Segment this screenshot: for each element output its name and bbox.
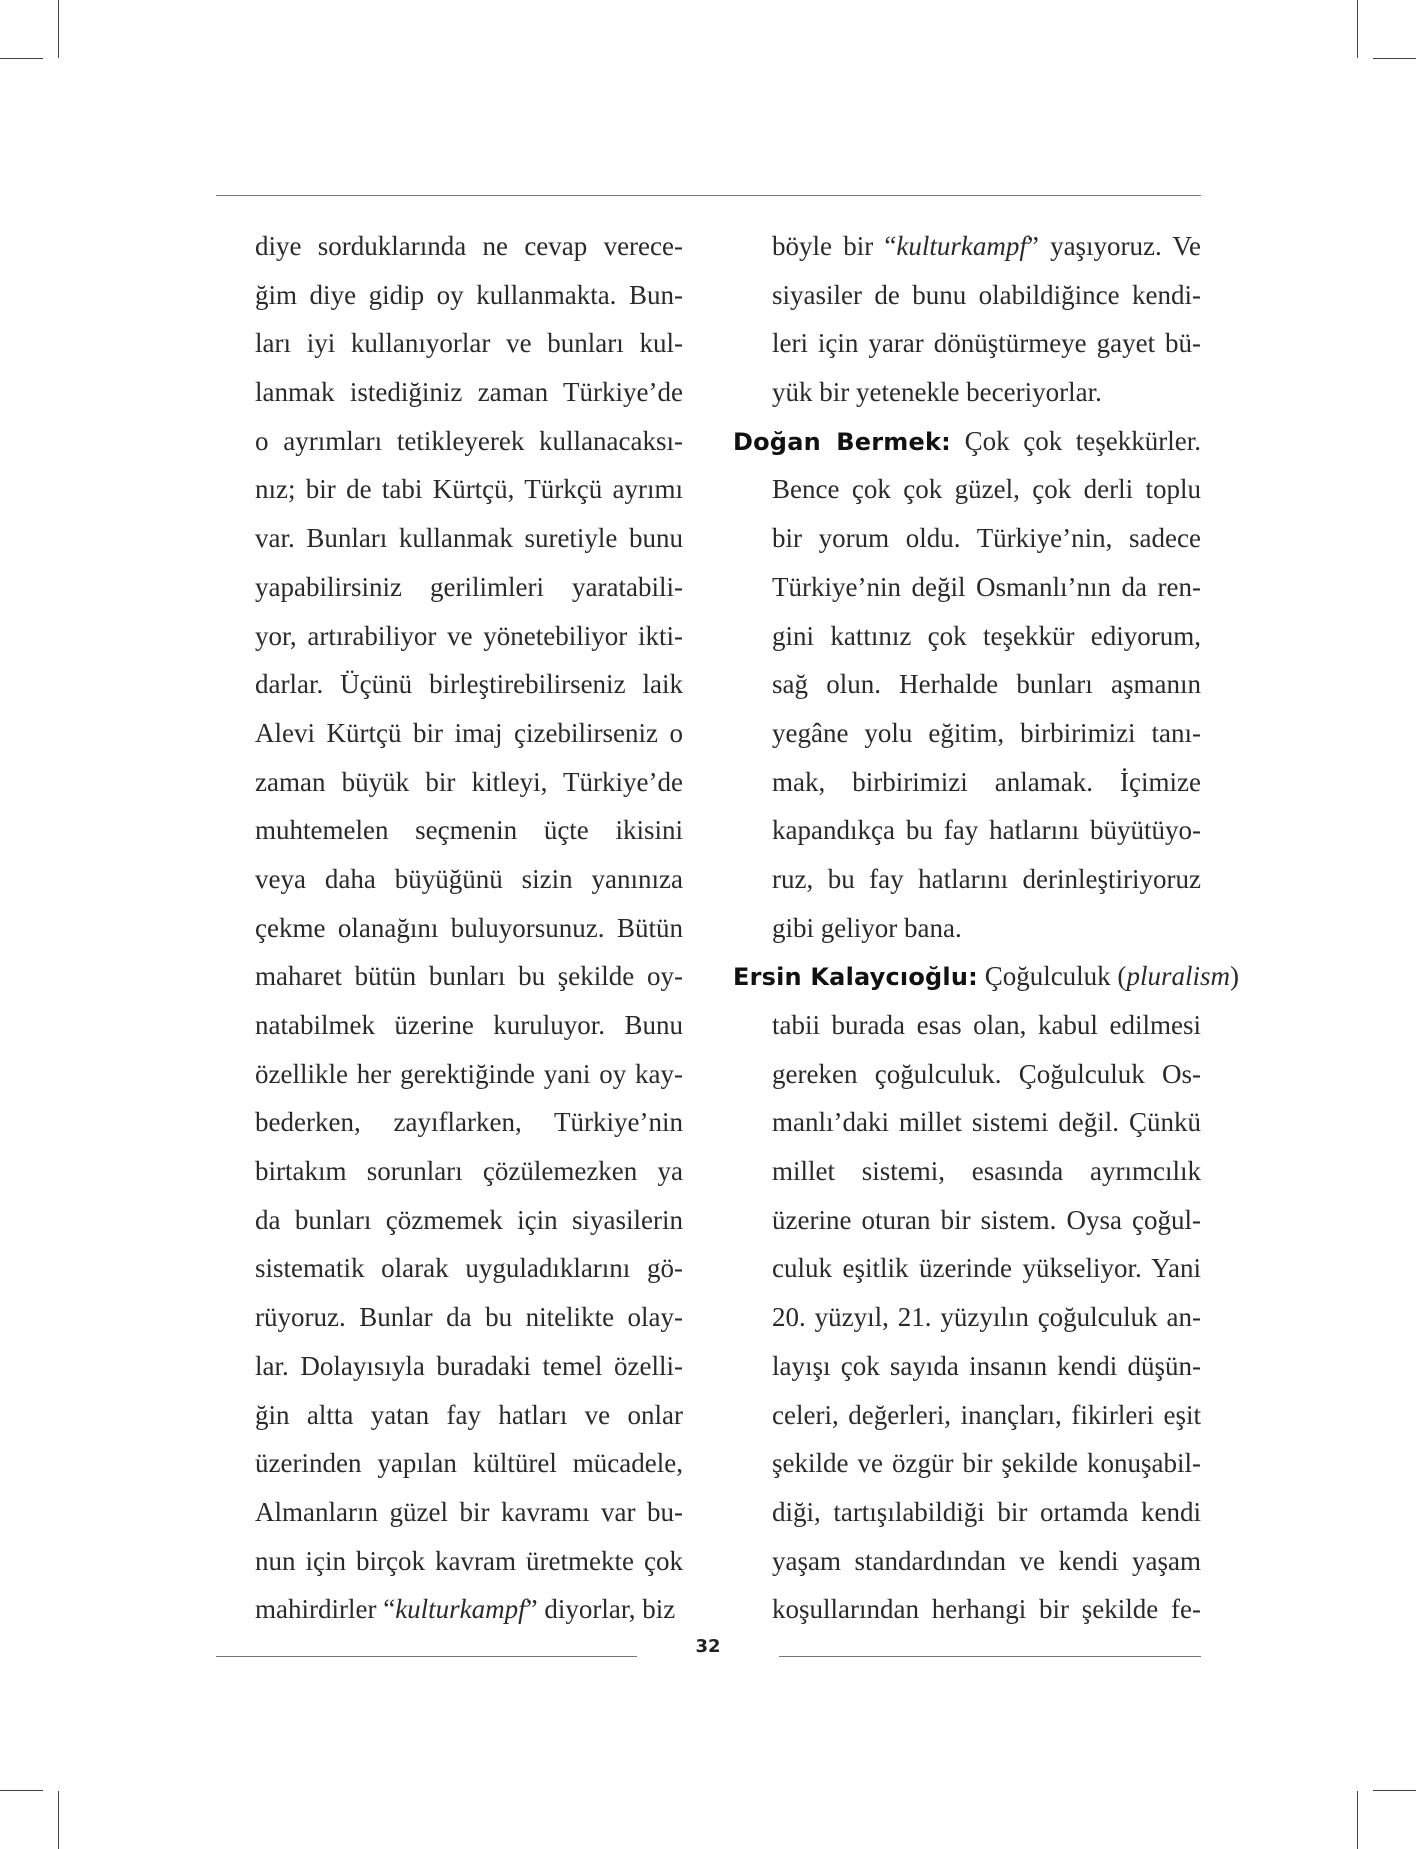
text-line: tabii burada esas olan, kabul edilmesi: [772, 1010, 1201, 1040]
text-line: natabilmek üzerine kuruluyor. Bunu: [255, 1010, 683, 1040]
text-line: sistematik olarak uyguladıklarını gö-: [255, 1253, 683, 1284]
text-line: birtakım sorunları çözülemezken ya: [255, 1156, 683, 1187]
text-line: lanmak istediğiniz zaman Türkiye’de: [255, 377, 683, 408]
text-line: ğim diye gidip oy kullanmakta. Bun-: [255, 279, 683, 310]
speaker-line-ersin-kalaycioglu: Ersin Kalaycıoğlu: Çoğulculuk (pluralism): [733, 961, 1239, 992]
text-line: gini kattınız çok teşekkür ediyorum,: [772, 620, 1201, 651]
text-line: darlar. Üçünü birleştirebilirseniz laik: [255, 669, 683, 700]
text-line: ları iyi kullanıyorlar ve bunları kul-: [255, 328, 683, 359]
text-line: gibi geliyor bana.: [772, 912, 962, 943]
text-line: kapandıkça bu fay hatlarını büyütüyo-: [772, 815, 1201, 846]
text-line: zaman büyük bir kitleyi, Türkiye’de: [255, 766, 683, 797]
header-rule: [216, 195, 1201, 196]
text-line: o ayrımları tetikleyerek kullanacaksı-: [255, 425, 683, 456]
text-line: üzerine oturan bir sistem. Oysa çoğul-: [772, 1204, 1201, 1235]
text-line: veya daha büyüğünü sizin yanınıza: [255, 863, 683, 894]
text-line: ğin altta yatan fay hatları ve onlar: [255, 1399, 683, 1430]
crop-mark-bottom-left-v: [58, 1791, 59, 1849]
text-line: millet sistemi, esasında ayrımcılık: [772, 1156, 1201, 1187]
text-line: gereken çoğulculuk. Çoğulculuk Os-: [772, 1058, 1201, 1089]
left-column: [255, 228, 683, 1640]
text-line: siyasiler de bunu olabildiğince kendi-: [772, 279, 1201, 310]
speaker-line-dogan-bermek: Doğan Bermek: Çok çok teşekkürler.: [733, 425, 1202, 456]
crop-mark-bottom-right-v: [1357, 1791, 1358, 1849]
text-line: sağ olun. Herhalde bunları aşmanın: [772, 669, 1201, 700]
text-line: rüyoruz. Bunlar da bu nitelikte olay-: [255, 1302, 683, 1333]
text-line: maharet bütün bunları bu şekilde oy-: [255, 961, 683, 992]
text-line: yapabilirsiniz gerilimleri yaratabili-: [255, 571, 683, 602]
footer-rule-right: [779, 1656, 1201, 1657]
text-line: yegâne yolu eğitim, birbirimizi tanı-: [772, 717, 1201, 748]
page-number: 32: [695, 1636, 721, 1657]
text-line: özellikle her gerektiğinde yani oy kay-: [255, 1058, 683, 1089]
text-line: nız; bir de tabi Kürtçü, Türkçü ayrımı: [255, 474, 683, 505]
text-line: ruz, bu fay hatlarını derinleştiriyoruz: [772, 863, 1201, 894]
text-line: mahirdirler “kulturkampf” diyorlar, biz: [255, 1594, 676, 1625]
text-line: koşullarından herhangi bir şekilde fe-: [772, 1594, 1201, 1625]
text-line: lar. Dolayısıyla buradaki temel özelli-: [255, 1350, 683, 1381]
crop-mark-top-left-v: [58, 0, 59, 58]
text-line: Almanların güzel bir kavramı var bu-: [255, 1496, 683, 1527]
crop-mark-top-right-h: [1373, 58, 1416, 59]
speaker-name: Doğan Bermek:: [733, 427, 951, 456]
text-line: manlı’daki millet sistemi değil. Çünkü: [772, 1107, 1201, 1138]
text-line: celeri, değerleri, inançları, fikirleri eşit: [772, 1399, 1201, 1430]
text-line: diye sorduklarında ne cevap verece-: [255, 231, 683, 261]
text-line: yor, artırabiliyor ve yönetebiliyor ikti-: [255, 620, 683, 651]
right-column: [733, 228, 1239, 1640]
crop-mark-bottom-left-h: [0, 1790, 43, 1791]
text-line: 20. yüzyıl, 21. yüzyılın çoğulculuk an-: [772, 1302, 1201, 1333]
footer-rule-left: [216, 1656, 637, 1657]
crop-mark-bottom-right-h: [1373, 1790, 1416, 1791]
text-line: bederken, zayıflarken, Türkiye’nin: [255, 1107, 683, 1138]
text-line: Türkiye’nin değil Osmanlı’nın da ren-: [772, 571, 1201, 602]
text-line: Bence çok çok güzel, çok derli toplu: [772, 474, 1201, 505]
text-line: yaşam standardından ve kendi yaşam: [772, 1545, 1201, 1576]
text-line: da bunları çözmemek için siyasilerin: [255, 1204, 683, 1235]
text-line: muhtemelen seçmenin üçte ikisini: [255, 815, 683, 846]
text-line: mak, birbirimizi anlamak. İçimize: [772, 766, 1201, 797]
text-line: şekilde ve özgür bir şekilde konuşabil-: [772, 1448, 1201, 1479]
page-footer: [0, 1636, 1416, 1666]
text-line: layışı çok sayıda insanın kendi düşün-: [772, 1350, 1201, 1381]
text-line: bir yorum oldu. Türkiye’nin, sadece: [772, 523, 1201, 554]
text-line: böyle bir “kulturkampf” yaşıyoruz. Ve: [772, 231, 1201, 261]
text-line: var. Bunları kullanmak suretiyle bunu: [255, 523, 683, 554]
crop-mark-top-left-h: [0, 58, 43, 59]
text-line: yük bir yetenekle beceriyorlar.: [772, 377, 1102, 408]
text-line: üzerinden yapılan kültürel mücadele,: [255, 1448, 683, 1479]
crop-mark-top-right-v: [1357, 0, 1358, 58]
text-line: leri için yarar dönüştürmeye gayet bü-: [772, 328, 1201, 359]
text-line: Alevi Kürtçü bir imaj çizebilirseniz o: [255, 717, 683, 748]
text-line: nun için birçok kavram üretmekte çok: [255, 1545, 683, 1576]
text-line: culuk eşitlik üzerinde yükseliyor. Yani: [772, 1253, 1201, 1284]
text-line: çekme olanağını buluyorsunuz. Bütün: [255, 912, 683, 943]
speaker-name: Ersin Kalaycıoğlu:: [733, 963, 978, 992]
text-line: diği, tartışılabildiği bir ortamda kendi: [772, 1496, 1201, 1527]
